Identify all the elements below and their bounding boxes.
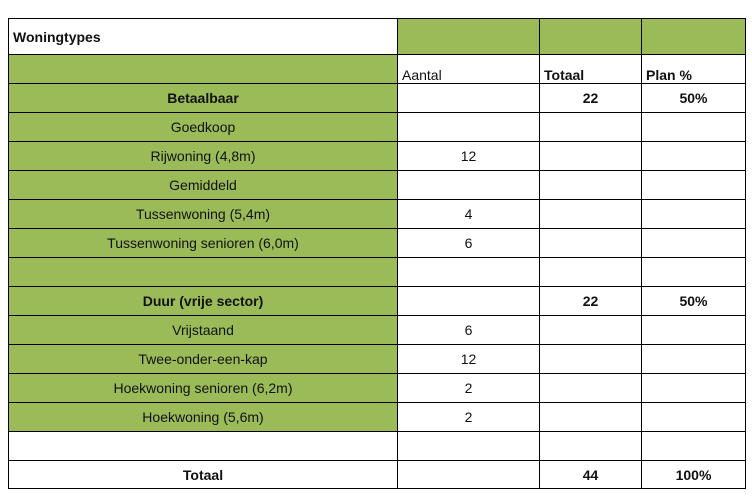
totaal-cell [540,374,642,403]
title-cell-empty [398,19,540,55]
totaal-cell [540,171,642,200]
title-cell-empty [642,19,746,55]
subcategory-label: Goedkoop [9,113,398,142]
section-title: Betaalbaar [9,84,398,113]
header-row [9,55,746,84]
aantal-cell: 6 [398,229,540,258]
item-label: Vrijstaand [9,316,398,345]
totaal-cell [540,200,642,229]
spacer-row [9,432,746,461]
aantal-cell: 12 [398,142,540,171]
total-row [9,461,746,489]
aantal-cell: 2 [398,403,540,432]
spacer-cell [642,432,746,461]
plan-cell [642,345,746,374]
table-row [9,345,746,374]
item-label: Tussenwoning (5,4m) [9,200,398,229]
table-row [9,374,746,403]
section-totaal: 22 [540,287,642,316]
aantal-cell: 6 [398,316,540,345]
totaal-cell [540,142,642,171]
title-row [9,19,746,55]
item-label: Twee-onder-een-kap [9,345,398,374]
table-row [9,200,746,229]
item-label: Hoekwoning senioren (6,2m) [9,374,398,403]
section-row-betaalbaar [9,84,746,113]
item-label: Hoekwoning (5,6m) [9,403,398,432]
section-aantal-cell [398,287,540,316]
total-label: Totaal [9,461,398,489]
section-aantal-cell [398,84,540,113]
spacer-cell [540,432,642,461]
total-totaal: 44 [540,461,642,489]
table-row [9,316,746,345]
table-title: Woningtypes [9,19,398,55]
plan-cell [642,316,746,345]
aantal-cell: 2 [398,374,540,403]
section-plan: 50% [642,84,746,113]
totaal-cell [540,316,642,345]
aantal-cell [398,113,540,142]
aantal-cell: 12 [398,345,540,374]
plan-cell [642,171,746,200]
plan-cell [642,403,746,432]
section-totaal: 22 [540,84,642,113]
total-plan: 100% [642,461,746,489]
section-title: Duur (vrije sector) [9,287,398,316]
plan-cell [642,200,746,229]
table-row [9,142,746,171]
header-empty-cell [9,55,398,84]
table-row [9,171,746,200]
section-row-duur [9,287,746,316]
spacer-cell [398,432,540,461]
aantal-cell: 4 [398,200,540,229]
item-label: Tussenwoning senioren (6,0m) [9,229,398,258]
spacer-row [9,258,746,287]
spacer-cell [642,258,746,287]
totaal-cell [540,403,642,432]
spacer-cell [540,258,642,287]
spacer-cell [9,432,398,461]
plan-cell [642,142,746,171]
item-label: Rijwoning (4,8m) [9,142,398,171]
header-aantal: Aantal [398,55,540,84]
plan-cell [642,229,746,258]
totaal-cell [540,345,642,374]
table-row [9,113,746,142]
woningtypes-table [8,18,746,489]
spacer-cell [9,258,398,287]
table-row [9,403,746,432]
subcategory-label: Gemiddeld [9,171,398,200]
total-aantal-cell [398,461,540,489]
table-row [9,229,746,258]
totaal-cell [540,229,642,258]
section-plan: 50% [642,287,746,316]
totaal-cell [540,113,642,142]
header-plan: Plan % [642,55,746,84]
title-cell-empty [540,19,642,55]
plan-cell [642,374,746,403]
aantal-cell [398,171,540,200]
spacer-cell [398,258,540,287]
plan-cell [642,113,746,142]
header-totaal: Totaal [540,55,642,84]
